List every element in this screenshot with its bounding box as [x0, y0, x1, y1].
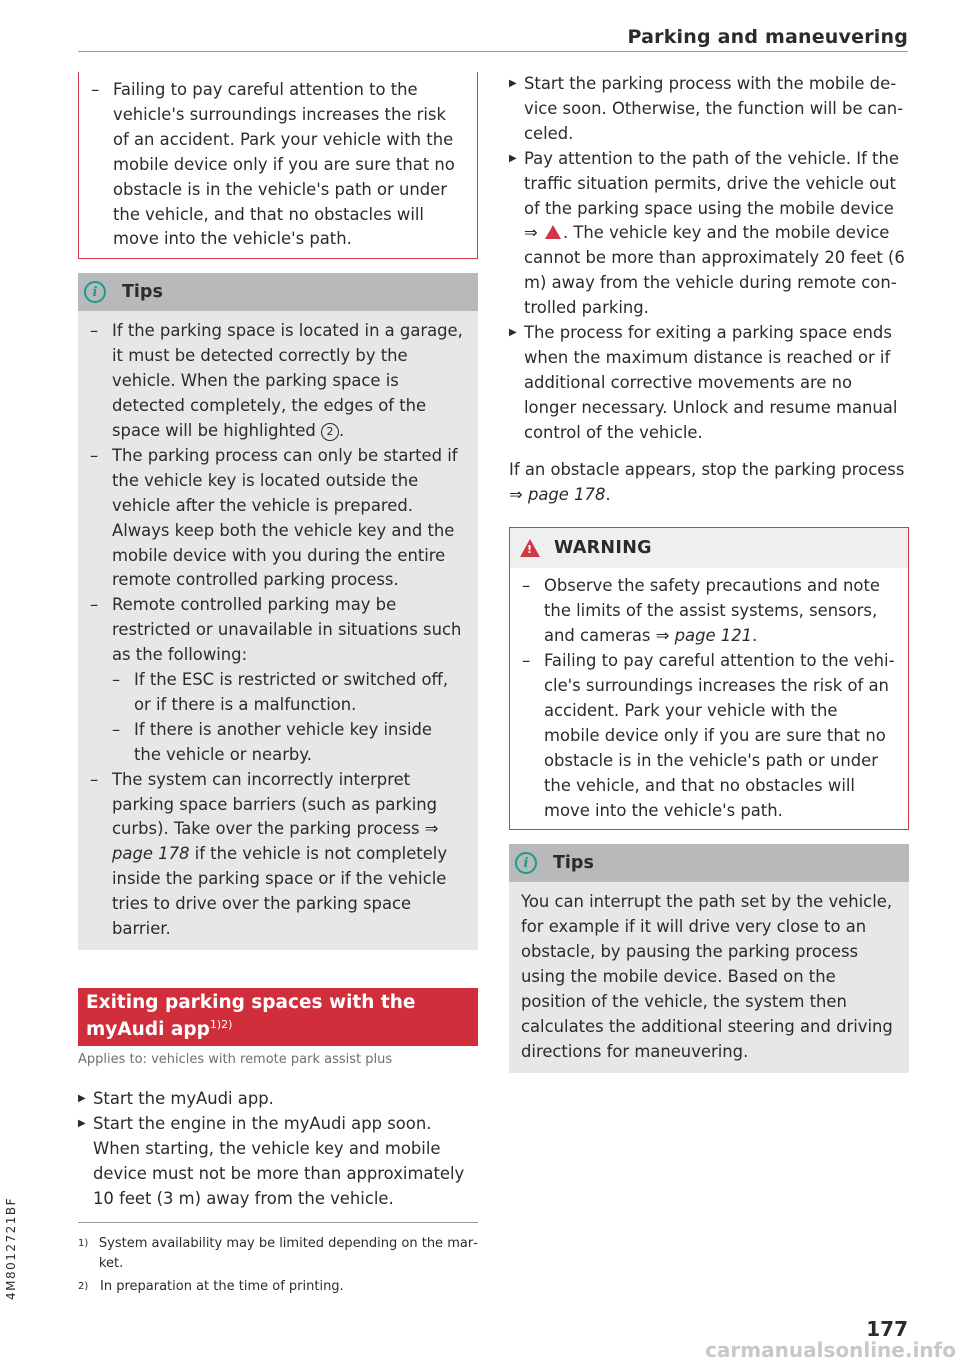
tips-list — [90, 319, 464, 942]
tips-body — [78, 311, 478, 950]
tips-box-right — [509, 844, 909, 1072]
warning-label: WARNING — [554, 538, 652, 559]
document-code: 4M8012721BF — [4, 1196, 18, 1300]
info-icon: i — [84, 281, 106, 303]
warning-header — [510, 528, 908, 568]
page-reference-link[interactable]: ⇒ page 178 — [112, 819, 439, 864]
warning-list — [91, 78, 463, 252]
tips-header — [509, 844, 909, 882]
callout-number: 2 — [321, 423, 339, 441]
tips-item-key-outside: – The parking process can only be started if the vehicle key is located outside the vehicle after the vehicle is prepared. Always keep both the vehicle key and the mobile device with you during the entire remote controlled parking process. — [90, 444, 464, 593]
footnote-2: 2) In preparation at the time of printing. — [78, 1279, 344, 1294]
section-heading: Exiting parking spaces with the myAudi app$^{1)2)}$ — [78, 988, 478, 1046]
footnote-rule — [78, 1222, 478, 1223]
footnote-1: 1) System availability may be limited depending on the market. — [78, 1236, 478, 1271]
step-pay-attention: ▶ Pay attention to the path of the vehicle. If the traffic situation permits, drive the vehicle out of the parking space using the mobile device ⇒ . The vehicle key and the mobile device cannot be more than approximately 20 feet (6 m) away from the vehicle during remote controlled parking. — [509, 147, 909, 321]
page-number: 177 — [866, 1317, 908, 1341]
right-steps-list — [509, 72, 909, 446]
applies-to-note: Applies to: vehicles with remote park assist plus — [78, 1052, 393, 1068]
tips-subitem-key: – If there is another vehicle key inside the vehicle or nearby. — [112, 718, 464, 768]
warning-item-safety: – Observe the safety precautions and note the limits of the assist systems, sensors, and cameras ⇒ page 121. — [522, 574, 896, 649]
warning-list — [522, 574, 896, 823]
tips-body — [509, 882, 909, 1072]
left-column — [78, 72, 478, 1212]
info-icon: i — [515, 852, 537, 874]
header-rule — [78, 51, 908, 52]
warning-box — [509, 527, 909, 830]
step-start-engine: ▶ Start the engine in the myAudi app soon. When starting, the vehicle key and mobile device must not be more than approximately 10 feet (3 m) away from the vehicle. — [78, 1112, 478, 1212]
footnotes — [78, 1234, 478, 1300]
steps-list — [78, 1087, 478, 1212]
running-header: Parking and maneuvering — [627, 26, 908, 48]
warning-body — [510, 568, 908, 829]
tips-label: Tips — [122, 282, 163, 303]
tips-text: You can interrupt the path set by the vehicle, for example if it will drive very close to an obstacle, by pausing the parking process using the mobile device. Based on the position of the vehicle, the system then calculates the additional steering and driving directions for maneuvering. — [521, 892, 893, 1061]
obstacle-paragraph: If an obstacle appears, stop the parking process ⇒ page 178. — [509, 459, 905, 504]
warning-triangle-icon: ! — [520, 539, 540, 557]
page-reference-link[interactable]: ⇒ page 178 — [509, 484, 606, 504]
warning-box-continued — [78, 72, 478, 259]
tips-box-left — [78, 273, 478, 950]
step-start-app: ▶ Start the myAudi app. — [78, 1087, 478, 1112]
page-reference-link[interactable]: ⇒ page 121 — [655, 626, 753, 646]
warning-item: – Failing to pay careful attention to the vehicle's surroundings increases the risk of an accident. Park your vehicle with the mobile device only if you are sure that no obstacle is in the vehicle's path or under the vehicle, and that no obstacles will move into the vehicle's path. — [91, 78, 463, 252]
warning-item-attention: – Failing to pay careful attention to the vehicle's surroundings increases the risk of an accident. Park your vehicle with the mobile device only if you are sure that no obstacle is in the vehicle's path or under the vehicle, and that no obstacles will move into the vehicle's path. — [522, 649, 896, 823]
tips-subitem-esc: – If the ESC is restricted or switched off, or if there is a malfunction. — [112, 668, 464, 718]
step-process-ends: ▶ The process for exiting a parking space ends when the maximum distance is reached or if additional corrective movements are no longer necessary. Unlock and resume manual control of the vehicle. — [509, 321, 909, 446]
right-column — [509, 72, 909, 1073]
warning-small-icon — [545, 225, 561, 239]
tips-item-restricted: – Remote controlled parking may be restricted or unavailable in situations such as the following: – If the ESC is restricted or switched off, or if there is a malfunction. – If there is another vehicle key inside the vehicle or nearby. — [90, 593, 464, 767]
step-start-parking: ▶ Start the parking process with the mobile device soon. Otherwise, the function will be canceled. — [509, 72, 909, 147]
tips-item-garage: – If the parking space is located in a garage, it must be detected correctly by the vehicle. When the parking space is detected completely, the edges of the space will be highlighted 2 . — [90, 319, 464, 444]
tips-sublist — [112, 668, 464, 768]
tips-label: Tips — [553, 853, 594, 874]
tips-header — [78, 273, 478, 311]
watermark: carmanualsonline.info — [705, 1338, 956, 1362]
footnote-ref: 1)2) — [209, 1018, 233, 1031]
tips-item-barriers: – The system can incorrectly interpret parking space barriers (such as parking curbs). Take over the parking process ⇒ page 178 if the vehicle is not completely inside the parking space or if the vehicle tries to drive over the parking space barrier. — [90, 768, 464, 942]
